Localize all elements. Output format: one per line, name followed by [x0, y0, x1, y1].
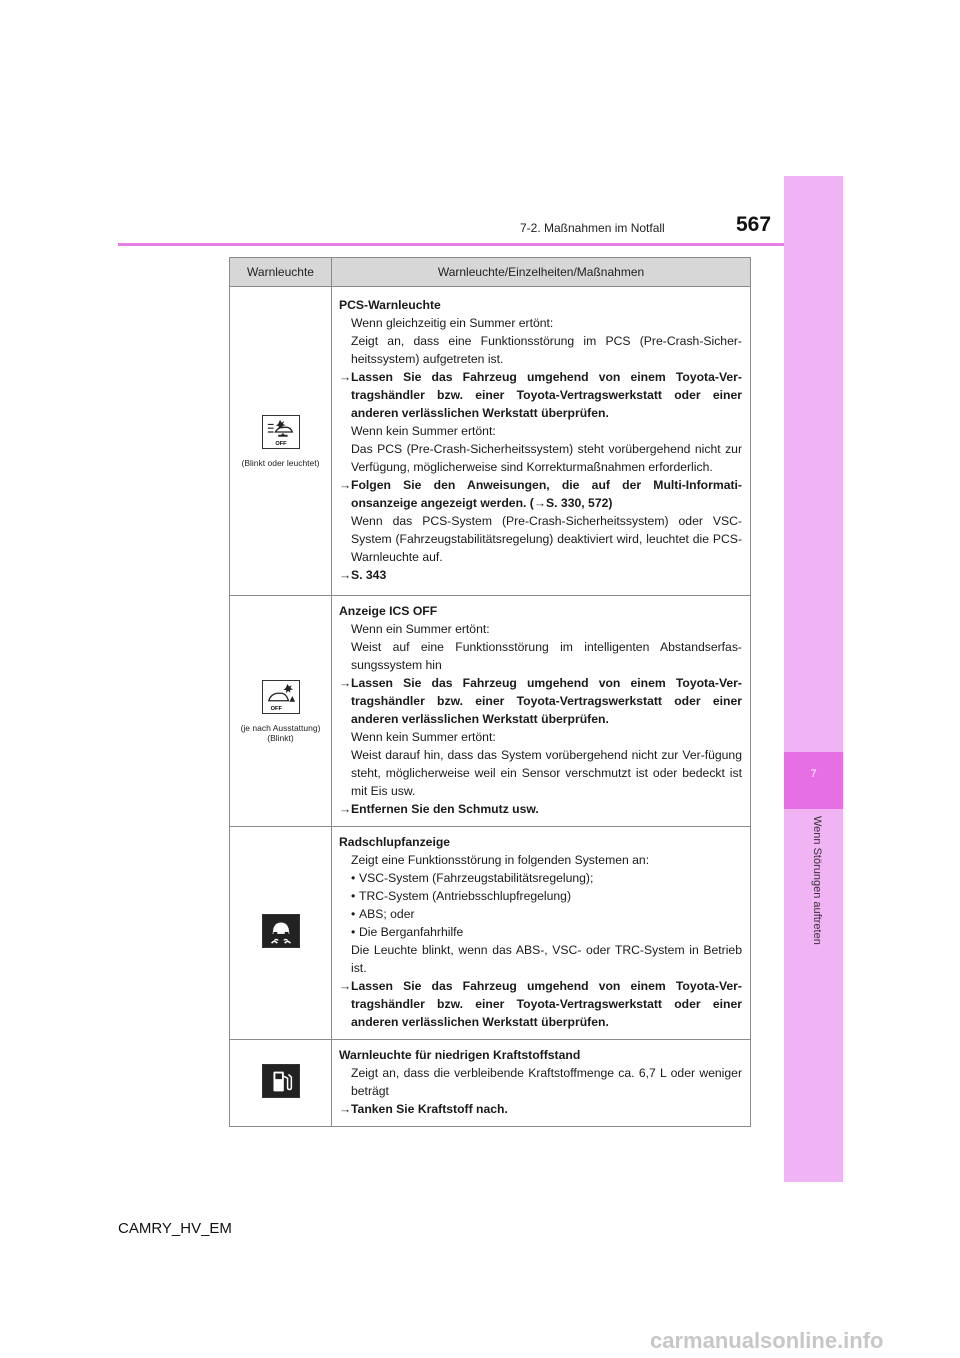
- model-code: CAMRY_HV_EM: [118, 1220, 232, 1237]
- table-row: [230, 596, 751, 827]
- header-rule: [118, 243, 784, 246]
- icon-cell: [230, 596, 332, 827]
- action-text: Entfernen Sie den Schmutz usw.: [351, 802, 539, 816]
- action-line: [339, 476, 742, 512]
- action-line: [339, 566, 742, 584]
- col-header-details: Warnleuchte/Einzelheiten/Maßnahmen: [332, 258, 751, 287]
- chapter-number-box: [784, 752, 843, 809]
- desc-text: Weist darauf hin, dass das System vorübergehend nicht zur Ver-fügung steht, möglicherweise weil ein Sensor verschmutzt ist oder bedeckt ist mit Eis usw.: [351, 748, 742, 798]
- action-text: Lassen Sie das Fahrzeug umgehend von einem Toyota-Ver-tragshändler bzw. einer Toyota-Vertragswerkstatt oder einer anderen verlässlichen Werkstatt überprüfen.: [351, 676, 742, 726]
- arrow-icon: →: [339, 676, 352, 690]
- svg-text:OFF: OFF: [274, 440, 287, 447]
- page-number: 567: [736, 213, 772, 236]
- arrow-icon: →: [339, 802, 352, 816]
- action-text: Lassen Sie das Fahrzeug umgehend von einem Toyota-Ver-tragshändler bzw. einer Toyota-Vertragswerkstatt oder einer anderen verlässlichen Werkstatt überprüfen.: [351, 370, 742, 420]
- low-fuel-icon: [262, 1064, 300, 1098]
- action-line: [339, 977, 742, 1031]
- desc-cell: [332, 287, 751, 596]
- icon-cell: [230, 1040, 332, 1127]
- desc-text: Wenn kein Summer ertönt:: [351, 730, 496, 744]
- ics-off-icon: [262, 680, 300, 714]
- icon-caption: (Blinkt oder leuchtet): [241, 457, 320, 468]
- chapter-sidebar: [784, 176, 843, 1182]
- action-text: Folgen Sie den Anweisungen, die auf der Multi-Informati-onsanzeige angezeigt werden. (→S. 330, 572): [351, 478, 742, 510]
- table-header-row: [230, 258, 751, 287]
- desc-text: Wenn das PCS-System (Pre-Crash-Sicherheitssystem) oder VSC-System (Fahrzeugstabilitätsregelung) deaktiviert wird, leuchtet die PCS-Warnleuchte auf.: [351, 514, 742, 564]
- action-line: [339, 368, 742, 422]
- desc-text: Wenn gleichzeitig ein Summer ertönt:: [351, 316, 554, 330]
- row-title: Warnleuchte für niedrigen Kraftstoffstand: [339, 1048, 581, 1062]
- arrow-icon: →: [339, 568, 352, 582]
- desc-text: Zeigt an, dass eine Funktionsstörung im PCS (Pre-Crash-Sicher-heitssystem) aufgetreten ist.: [351, 334, 742, 366]
- icon-cell: [230, 827, 332, 1040]
- arrow-icon: →: [339, 478, 352, 492]
- action-line: [339, 674, 742, 728]
- slip-indicator-icon: [262, 914, 300, 948]
- icon-caption: (je nach Ausstattung): [240, 722, 321, 733]
- chapter-number: 7: [810, 768, 817, 780]
- row-title: Radschlupfanzeige: [339, 835, 451, 849]
- list-item: • TRC-System (Antriebsschlupfregelung): [339, 887, 742, 905]
- desc-text: Das PCS (Pre-Crash-Sicherheitssystem) steht vorübergehend nicht zur Verfügung, möglicherweise sind Korrekturmaßnahmen erforderlich.: [351, 442, 742, 474]
- desc-cell: [332, 1040, 751, 1127]
- svg-text:OFF: OFF: [270, 705, 282, 712]
- row-title: PCS-Warnleuchte: [339, 298, 441, 312]
- arrow-icon: →: [339, 370, 352, 384]
- watermark: carmanualsonline.info: [650, 1328, 884, 1353]
- list-item: • Die Berganfahrhilfe: [339, 923, 742, 941]
- desc-text: Zeigt eine Funktionsstörung in folgenden Systemen an:: [351, 853, 650, 867]
- desc-text: Zeigt an, dass die verbleibende Kraftstoffmenge ca. 6,7 L oder weniger beträgt: [351, 1066, 742, 1098]
- icon-caption: (Blinkt): [267, 732, 294, 743]
- icon-cell: [230, 287, 332, 596]
- desc-cell: [332, 596, 751, 827]
- action-text: Tanken Sie Kraftstoff nach.: [351, 1102, 508, 1116]
- section-title: 7-2. Maßnahmen im Notfall: [520, 221, 665, 235]
- col-header-warnleuchte: Warnleuchte: [230, 258, 332, 287]
- list-item: • VSC-System (Fahrzeugstabilitätsregelung);: [339, 869, 742, 887]
- arrow-icon: →: [339, 1102, 352, 1116]
- table-row: [230, 287, 751, 596]
- desc-text: Weist auf eine Funktionsstörung im intelligenten Abstandserfas-sungssystem hin: [351, 640, 742, 672]
- warning-light-table: [229, 257, 751, 1127]
- action-line: [339, 1100, 742, 1118]
- table-row: [230, 1040, 751, 1127]
- desc-text: Die Leuchte blinkt, wenn das ABS-, VSC- oder TRC-System in Betrieb ist.: [351, 943, 742, 975]
- action-line: [339, 800, 742, 818]
- list-item: • ABS; oder: [339, 905, 742, 923]
- desc-text: Wenn kein Summer ertönt:: [351, 424, 496, 438]
- row-title: Anzeige ICS OFF: [339, 604, 438, 618]
- arrow-icon: →: [339, 979, 352, 993]
- table-row: [230, 827, 751, 1040]
- pcs-warning-icon: [262, 415, 300, 449]
- desc-cell: [332, 827, 751, 1040]
- chapter-label: Wenn Störungen auftreten: [811, 816, 823, 945]
- desc-text: Wenn ein Summer ertönt:: [351, 622, 490, 636]
- action-text: Lassen Sie das Fahrzeug umgehend von einem Toyota-Ver-tragshändler bzw. einer Toyota-Vertragswerkstatt oder einer anderen verlässlichen Werkstatt überprüfen.: [351, 979, 742, 1029]
- action-text: S. 343: [351, 568, 387, 582]
